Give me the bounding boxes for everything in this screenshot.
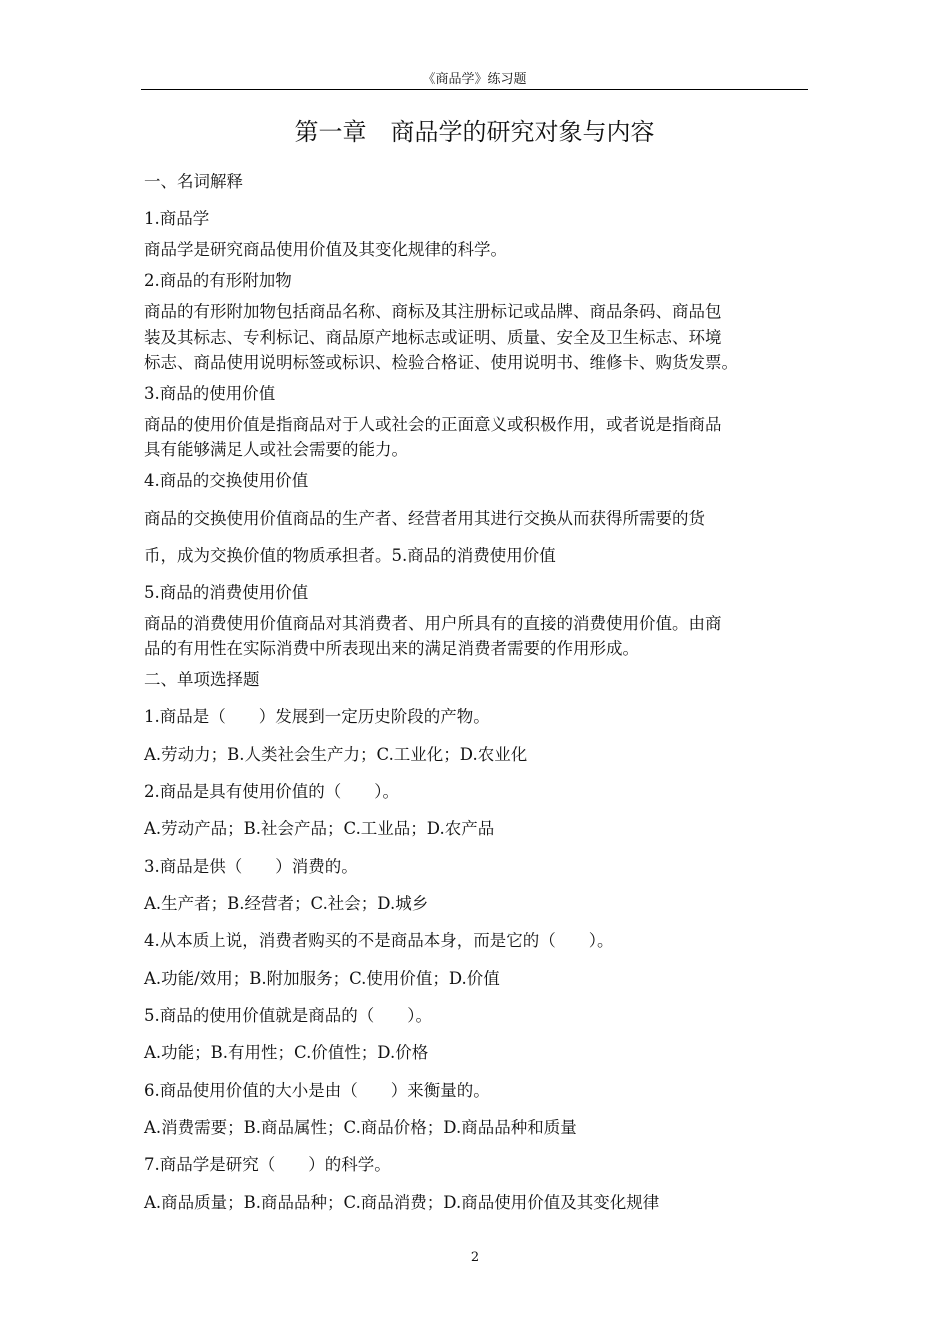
question-line: 3.商品是供（ ）消费的。 (144, 857, 358, 876)
options-line: A.劳动力；B.人类社会生产力；C.工业化；D.农业化 (144, 745, 528, 764)
term-heading: 5.商品的消费使用价值 (144, 583, 309, 602)
question-line: 4.从本质上说，消费者购买的不是商品本身，而是它的（ ）。 (144, 931, 614, 950)
question-line: 1.商品是（ ）发展到一定历史阶段的产物。 (144, 707, 490, 726)
definition-line: 装及其标志、专利标记、商品原产地标志或证明、质量、安全及卫生标志、环境 (144, 328, 722, 347)
section-heading: 一、名词解释 (144, 172, 243, 191)
definition-line: 品的有用性在实际消费中所表现出来的满足消费者需要的作用形成。 (144, 639, 639, 658)
term-heading: 2.商品的有形附加物 (144, 271, 292, 290)
options-line: A.功能/效用；B.附加服务；C.使用价值；D.价值 (144, 969, 500, 988)
definition-line: 标志、商品使用说明标签或标识、检验合格证、使用说明书、维修卡、购货发票。 (144, 353, 738, 372)
definition-line: 商品学是研究商品使用价值及其变化规律的科学。 (144, 240, 507, 259)
question-line: 7.商品学是研究（ ）的科学。 (144, 1155, 391, 1174)
question-line: 2.商品是具有使用价值的（ ）。 (144, 782, 399, 801)
term-heading: 3.商品的使用价值 (144, 384, 276, 403)
options-line: A.劳动产品；B.社会产品；C.工业品；D.农产品 (144, 819, 495, 838)
question-line: 6.商品使用价值的大小是由（ ）来衡量的。 (144, 1081, 490, 1100)
definition-line: 商品的使用价值是指商品对于人或社会的正面意义或积极作用，或者说是指商品 (144, 415, 722, 434)
section-heading: 二、单项选择题 (144, 670, 260, 689)
page-number: 2 (470, 1250, 480, 1265)
definition-line: 币，成为交换价值的物质承担者。5.商品的消费使用价值 (144, 546, 556, 565)
question-line: 5.商品的使用价值就是商品的（ ）。 (144, 1006, 432, 1025)
header-divider (141, 89, 808, 90)
running-header: 《商品学》练习题 (422, 72, 527, 87)
options-line: A.消费需要；B.商品属性；C.商品价格；D.商品品种和质量 (144, 1118, 577, 1137)
chapter-title: 第一章 商品学的研究对象与内容 (294, 118, 655, 146)
definition-line: 具有能够满足人或社会需要的能力。 (144, 440, 408, 459)
options-line: A.生产者；B.经营者；C.社会；D.城乡 (144, 894, 429, 913)
term-heading: 4.商品的交换使用价值 (144, 471, 309, 490)
definition-line: 商品的交换使用价值商品的生产者、经营者用其进行交换从而获得所需要的货 (144, 509, 705, 528)
definition-line: 商品的消费使用价值商品对其消费者、用户所具有的直接的消费使用价值。由商 (144, 614, 722, 633)
options-line: A.功能；B.有用性；C.价值性；D.价格 (144, 1043, 429, 1062)
options-line: A.商品质量；B.商品品种；C.商品消费；D.商品使用价值及其变化规律 (144, 1193, 660, 1212)
definition-line: 商品的有形附加物包括商品名称、商标及其注册标记或品牌、商品条码、商品包 (144, 302, 722, 321)
term-heading: 1.商品学 (144, 209, 210, 228)
